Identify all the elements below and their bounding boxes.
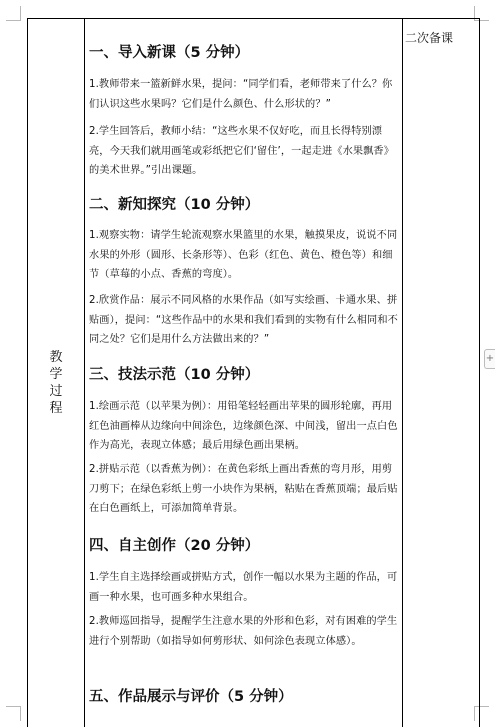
- section-heading-demo: 三、技法示范（10 分钟）: [89, 367, 260, 383]
- row-label-cell: [28, 19, 85, 727]
- row-label-char: 过: [49, 384, 63, 399]
- lesson-plan-table: [27, 18, 480, 727]
- section-heading-showcase: 五、作品展示与评价（5 分钟）: [89, 689, 293, 705]
- second-prep-notes-cell[interactable]: [403, 19, 479, 727]
- row-label-teaching-process: [48, 349, 64, 417]
- paragraph: 2.学生回答后，教师小结：“这些水果不仅好吃，而且长得特别漂亮，今天我们就用画笔或彩纸把它们‘留住’，一起走进《水果飘香》的美术世界。”引出课题。: [89, 126, 395, 176]
- paragraph: 2.教师巡回指导，提醒学生注意水果的外形和色彩，对有困难的学生进行个别帮助（如指导如何剪形状、如何涂色表现立体感）。: [89, 616, 398, 647]
- crop-mark-top-left: [6, 6, 21, 21]
- row-label-char: 教: [49, 350, 63, 365]
- notes-column-title: 二次备课: [405, 31, 454, 45]
- teaching-content-cell[interactable]: [85, 19, 403, 727]
- paragraph: 1.观察实物：请学生轮流观察水果篮里的水果，触摸果皮，说说不同水果的外形（圆形、长条形等）、色彩（红色、黄色、橙色等）和细节（草莓的小点、香蕉的弯度）。: [89, 230, 398, 280]
- crop-mark-bottom-left: [6, 706, 21, 721]
- paragraph: 2.欣赏作品：展示不同风格的水果作品（如写实绘画、卡通水果、拼贴画），提问：“这些作品中的水果和我们看到的实物有什么相同和不同之处？它们是用什么方法做出来的？”: [89, 295, 398, 345]
- add-cell-handle-icon[interactable]: +: [484, 349, 495, 369]
- section-heading-intro: 一、导入新课（5 分钟）: [89, 45, 250, 61]
- paragraph: 2.拼贴示范（以香蕉为例）：在黄色彩纸上画出香蕉的弯月形，用剪刀剪下；在绿色彩纸上剪一小块作为果柄，粘贴在香蕉顶端；最后贴在白色画纸上，可添加简单背景。: [89, 464, 398, 514]
- section-heading-explore: 二、新知探究（10 分钟）: [89, 197, 260, 213]
- section-heading-create: 四、自主创作（20 分钟）: [89, 538, 260, 554]
- row-label-char: 程: [49, 401, 63, 416]
- paragraph: 1.绘画示范（以苹果为例）：用铅笔轻轻画出苹果的圆形轮廓，再用红色油画棒从边缘向中间涂色，边缘颜色深、中间浅，留出一点白色作为高光，表现立体感；最后用绿色画出果柄。: [89, 401, 398, 451]
- paragraph: 1.教师带来一篮新鲜水果，提问：“同学们看，老师带来了什么？你们认识这些水果吗？它们是什么颜色、什么形状的？”: [89, 79, 393, 110]
- row-label-char: 学: [49, 367, 63, 382]
- paragraph: 1.学生自主选择绘画或拼贴方式，创作一幅以水果为主题的作品，可画一种水果，也可画多种水果组合。: [89, 572, 398, 603]
